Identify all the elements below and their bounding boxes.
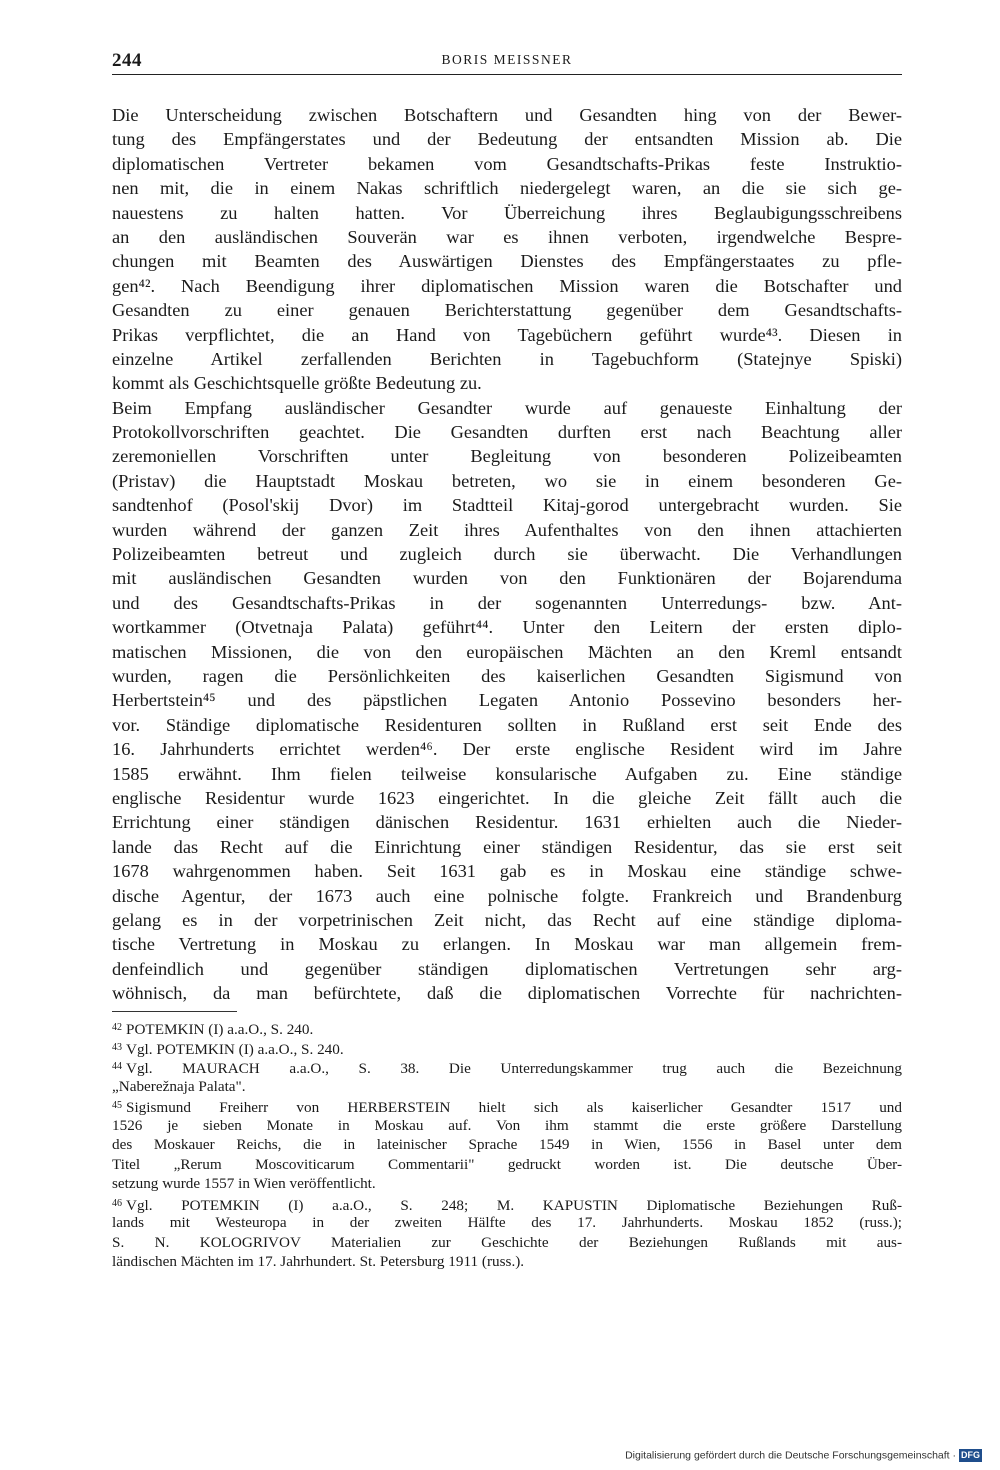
body-line: nen mit, die in einem Nakas schriftlich niedergelegt waren, an die sie sich ge- xyxy=(112,178,902,199)
body-line: mit ausländischen Gesandten wurden von den Funktionären der Bojarenduma xyxy=(112,568,902,589)
footnote-line xyxy=(112,1155,902,1175)
footnote-text: POTEMKIN (I) a.a.O., S. 240. xyxy=(126,1021,314,1038)
footnote-text: setzung wurde 1557 in Wien veröffentlicht. xyxy=(112,1175,376,1192)
credit-text: Digitalisierung gefördert durch die Deutsche Forschungsgemeinschaft · xyxy=(625,1449,956,1462)
body-line: englische Residentur wurde 1623 eingerichtet. In die gleiche Zeit fällt auch die xyxy=(112,787,902,808)
footnote-text: 1526 je sieben Monate in Moskau auf. Von ihm stammt die erste größere Darstellung xyxy=(112,1116,902,1134)
footnote-marker: 42 xyxy=(112,1022,122,1033)
body-line: 1678 wahrgenommen haben. Seit 1631 gab es in Moskau eine ständige schwe- xyxy=(112,861,902,882)
footnote-text: „Naberežnaja Palata". xyxy=(112,1077,246,1095)
body-line: Herbertstein⁴⁵ und des päpstlichen Legaten Antonio Possevino besonders her- xyxy=(112,690,902,711)
footnote-line xyxy=(112,1116,902,1136)
footnote-text: ländischen Mächten im 17. Jahrhundert. St. Petersburg 1911 (russ.). xyxy=(112,1253,525,1270)
footnote-marker: 45 xyxy=(112,1100,122,1111)
body-line: kommt als Geschichtsquelle größte Bedeutung zu. xyxy=(112,373,482,394)
body-line: Errichtung einer ständigen dänischen Residentur. 1631 erhielten auch die Nieder- xyxy=(112,812,902,833)
body-line: Protokollvorschriften geachtet. Die Gesandten durften erst nach Beachtung aller xyxy=(112,422,902,443)
footnote-text: lands mit Westeuropa in der zweiten Hälfte des 17. Jahrhunderts. Moskau 1852 (russ.); xyxy=(112,1214,902,1231)
body-line: Prikas verpflichtet, die an Hand von Tagebüchern geführt wurde⁴³. Diesen in xyxy=(112,324,902,345)
body-line: tung des Empfängerstates und der Bedeutung der entsandten Mission ab. Die xyxy=(112,129,902,150)
footnote-marker: 43 xyxy=(112,1041,122,1053)
footnote-line xyxy=(112,1233,902,1253)
body-line: wurden, ragen die Persönlichkeiten des kaiserlichen Gesandten Sigismund von xyxy=(112,665,902,686)
footnote-line xyxy=(112,1213,902,1233)
body-line: tische Vertretung in Moskau zu erlangen. In Moskau war man allgemein frem- xyxy=(112,934,902,955)
footnote-line xyxy=(112,1096,902,1116)
body-line: wurden während der ganzen Zeit ihres Aufenthaltes von den ihnen attachierten xyxy=(112,519,902,540)
body-line: 1585 erwähnt. Ihm fielen teilweise konsularische Aufgaben zu. Eine ständige xyxy=(112,763,902,784)
body-line: Die Unterscheidung zwischen Botschaftern und Gesandten hing von der Bewer- xyxy=(112,105,902,125)
footnote-line xyxy=(112,1057,902,1077)
body-line: (Pristav) die Hauptstadt Moskau betreten, wo sie in einem besonderen Ge- xyxy=(112,470,902,491)
body-text xyxy=(112,103,902,1005)
body-line: gen⁴². Nach Beendigung ihrer diplomatischen Mission waren die Botschafter und xyxy=(112,275,902,296)
body-line: chungen mit Beamten des Auswärtigen Dienstes des Empfängerstaates zu pfle- xyxy=(112,251,902,272)
body-line: diplomatischen Vertreter bekamen vom Gesandtschafts-Prikas feste Instruktio- xyxy=(112,153,902,174)
body-line: matischen Missionen, die von den europäischen Mächten an den Kreml entsandt xyxy=(112,641,902,662)
footnote-text: Vgl. MAURACH a.a.O., S. 38. Die Unterredungskammer trug auch die Bezeichnung xyxy=(126,1060,902,1077)
footnote-text: S. N. KOLOGRIVOV Materialien zur Geschichte der Beziehungen Rußlands mit aus- xyxy=(112,1233,902,1251)
body-line: sandtenhof (Posol'skij Dvor) im Stadtteil Kitaj-gorod untergebracht wurden. Sie xyxy=(112,495,902,516)
page-number: 244 xyxy=(112,50,142,71)
footnote-line xyxy=(112,1252,902,1272)
body-line: an den ausländischen Souverän war es ihnen verboten, irgendwelche Bespre- xyxy=(112,226,902,247)
body-line: Beim Empfang ausländischer Gesandter wurde auf genaueste Einhaltung der xyxy=(112,397,902,418)
footnotes xyxy=(112,1018,902,1272)
footnote-rule xyxy=(112,1011,237,1012)
digitization-credit xyxy=(625,1449,982,1462)
footnote-text: Vgl. POTEMKIN (I) a.a.O., S. 240. xyxy=(126,1040,344,1058)
dfg-logo-icon: DFG xyxy=(961,1450,980,1460)
footnote-marker: 46 xyxy=(112,1197,122,1209)
body-line: zeremoniellen Vorschriften unter Begleitung von besonderen Polizeibeamten xyxy=(112,446,902,467)
body-line: und des Gesandtschafts-Prikas in der sogenannten Unterredungs- bzw. Ant- xyxy=(112,592,902,613)
footnote-line xyxy=(112,1194,902,1214)
body-line: einzelne Artikel zerfallenden Berichten in Tagebuchform (Statejnye Spiski) xyxy=(112,348,902,369)
footnote-text: Vgl. POTEMKIN (I) a.a.O., S. 248; M. KAPUSTIN Diplomatische Beziehungen Ruß- xyxy=(126,1196,902,1214)
body-line: Gesandten zu einer genauen Berichterstattung gegenüber dem Gesandtschafts- xyxy=(112,300,902,321)
body-line: Polizeibeamten betreut und zugleich durch sie überwacht. Die Verhandlungen xyxy=(112,544,902,565)
body-line: gelang es in der vorpetrinischen Zeit nicht, das Recht auf eine ständige diploma- xyxy=(112,909,902,930)
running-head: BORIS MEISSNER xyxy=(441,52,573,67)
footnote-text: Titel „Rerum Moscoviticarum Commentarii" gedruckt worden ist. Die deutsche Über- xyxy=(112,1155,902,1173)
footnote-line xyxy=(112,1018,902,1038)
body-line: wöhnisch, da man befürchtete, daß die diplomatischen Vorrechte für nachrichten- xyxy=(112,983,902,1004)
body-line: vor. Ständige diplomatische Residenturen sollten in Rußland erst seit Ende des xyxy=(112,714,902,735)
footnote-line xyxy=(112,1038,902,1058)
body-line: wortkammer (Otvetnaja Palata) geführt⁴⁴. Unter den Leitern der ersten diplo- xyxy=(112,617,902,638)
footnote-line xyxy=(112,1077,902,1097)
body-line: nauestens zu halten hatten. Vor Überreichung ihres Beglaubigungsschreibens xyxy=(112,202,902,223)
footnote-line xyxy=(112,1135,902,1155)
footnote-marker: 44 xyxy=(112,1061,122,1072)
body-line: dische Agentur, der 1673 auch eine polnische folgte. Frankreich und Brandenburg xyxy=(112,885,902,906)
footnote-line xyxy=(112,1174,902,1194)
footnote-text: des Moskauer Reichs, die in lateinischer Sprache 1549 in Wien, 1556 in Basel unter dem xyxy=(112,1136,902,1153)
footnote-text: Sigismund Freiherr von HERBERSTEIN hielt sich als kaiserlicher Gesandter 1517 und xyxy=(126,1099,902,1116)
body-line: denfeindlich und gegenüber ständigen diplomatischen Vertretungen sehr arg- xyxy=(112,958,902,979)
header-rule xyxy=(112,74,902,75)
body-line: 16. Jahrhunderts errichtet werden⁴⁶. Der erste englische Resident wird im Jahre xyxy=(112,739,902,760)
body-line: lande das Recht auf die Einrichtung einer ständigen Residentur, das sie erst seit xyxy=(112,836,902,857)
